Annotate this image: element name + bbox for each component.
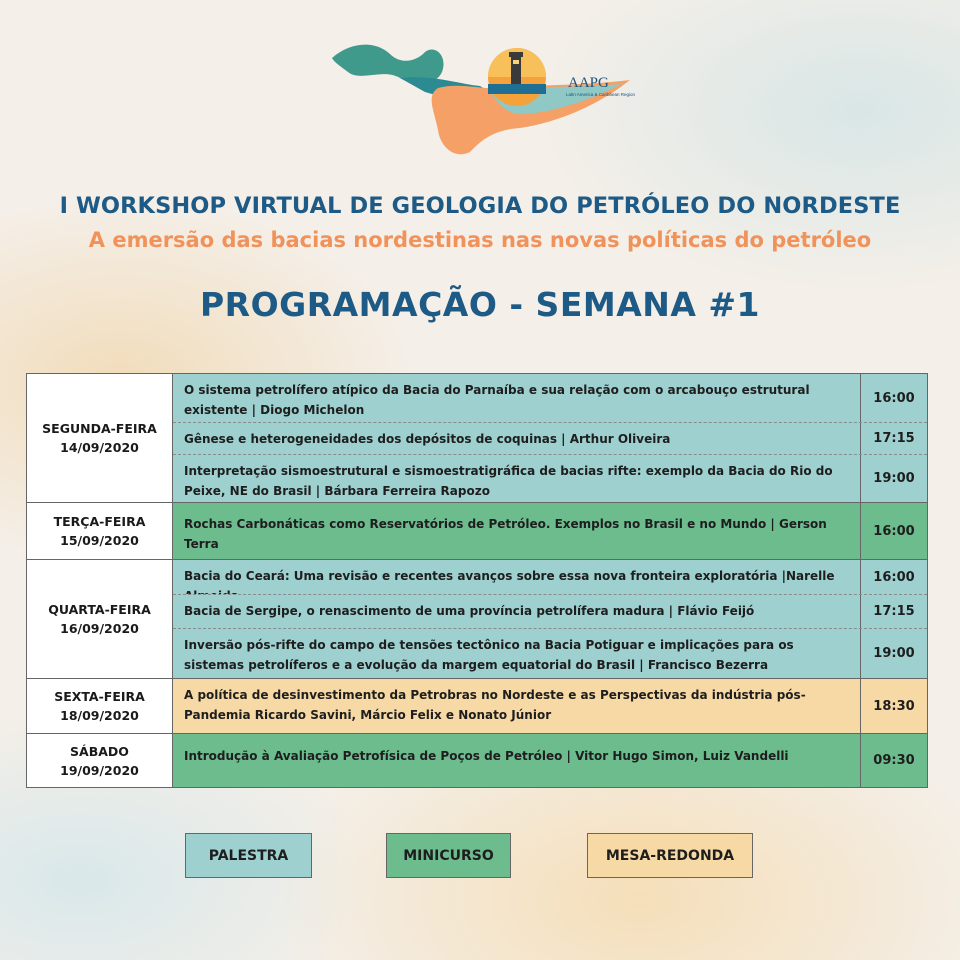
event-title: Bacia do Ceará: Uma revisão e recentes avanços sobre essa nova fronteira exploratória |Narelle bbox=[173, 560, 861, 594]
event-time: 19:00 bbox=[873, 646, 915, 661]
date: 16/09/2020 bbox=[60, 621, 139, 636]
day-label bbox=[27, 503, 173, 559]
day-label bbox=[27, 679, 173, 733]
day-events bbox=[173, 734, 927, 787]
day-row-sexta bbox=[27, 678, 927, 733]
event-title: Introdução à Avaliação Petrofísica de Poços de Petróleo | Vitor Hugo Simon, Luiz Vandelli bbox=[173, 734, 861, 787]
event-time: 16:00 bbox=[873, 523, 915, 539]
event-row bbox=[173, 628, 927, 678]
weekday: SÁBADO bbox=[70, 743, 129, 759]
legend-label: PALESTRA bbox=[208, 847, 289, 864]
date: 15/09/2020 bbox=[60, 533, 139, 548]
event-row bbox=[173, 422, 927, 454]
event-title: Gênese e heterogeneidades dos depósitos de coquinas | Arthur Oliveira bbox=[173, 423, 861, 454]
event-row bbox=[173, 374, 927, 422]
weekday: TERÇA-FEIRA bbox=[53, 514, 146, 529]
schedule-table bbox=[26, 373, 928, 788]
aapg-logo bbox=[330, 40, 640, 160]
event-row bbox=[173, 454, 927, 502]
event-time: 18:30 bbox=[873, 698, 915, 714]
event-time: 16:00 bbox=[873, 569, 915, 585]
day-row-terca bbox=[27, 502, 927, 559]
legend-mesa-redonda bbox=[587, 833, 753, 878]
event-row bbox=[173, 679, 927, 733]
event-time: 17:15 bbox=[873, 431, 915, 446]
event-time: 16:00 bbox=[873, 390, 915, 406]
event-time: 17:15 bbox=[873, 604, 915, 619]
legend-label: MINICURSO bbox=[403, 847, 494, 864]
date: 19/09/2020 bbox=[60, 762, 139, 778]
legend-palestra bbox=[185, 833, 312, 878]
event-title: Rochas Carbonáticas como Reservatórios de Petróleo. Exemplos no Brasil e no Mundo | Gerson Terra bbox=[173, 503, 861, 559]
day-row-quarta bbox=[27, 559, 927, 678]
legend-minicurso bbox=[386, 833, 511, 878]
workshop-title: I WORKSHOP VIRTUAL DE GEOLOGIA DO PETRÓLEO DO NORDESTE bbox=[59, 193, 901, 219]
logo-subtext: Latin America & Caribbean Region bbox=[566, 92, 636, 97]
weekday: QUARTA-FEIRA bbox=[48, 602, 151, 617]
event-row bbox=[173, 734, 927, 787]
day-row-segunda bbox=[27, 374, 927, 502]
day-events bbox=[173, 679, 927, 733]
weekday: SEXTA-FEIRA bbox=[54, 689, 145, 704]
day-label bbox=[27, 734, 173, 787]
day-events bbox=[173, 560, 927, 678]
weekday: SEGUNDA-FEIRA bbox=[42, 421, 157, 436]
date: 18/09/2020 bbox=[60, 708, 139, 723]
event-time: 09:30 bbox=[873, 753, 915, 768]
day-row-sabado bbox=[27, 733, 927, 787]
event-title: Interpretação sismoestrutural e sismoestratigráfica de bacias rifte: exemplo da Bacia do Rio do Peixe, NE do Brasil | Bárbara Ferreira Rapozo bbox=[173, 455, 861, 502]
day-events bbox=[173, 503, 927, 559]
event-title: Inversão pós-rifte do campo de tensões tectônico na Bacia Potiguar e implicações para os sistemas petrolíferos e a evolução da margem equatorial do Brasil | Francisco Bezerra bbox=[173, 629, 861, 678]
logo-text: AAPG bbox=[568, 75, 609, 91]
event-title: A política de desinvestimento da Petrobras no Nordeste e as Perspectivas da indústria pós-Pandemia Ricardo Savini, Márcio Felix e Nonato Júnior bbox=[173, 679, 861, 733]
date: 14/09/2020 bbox=[60, 440, 139, 455]
workshop-subtitle: A emersão das bacias nordestinas nas novas políticas do petróleo bbox=[88, 228, 872, 252]
day-events bbox=[173, 374, 927, 502]
program-title: PROGRAMAÇÃO - SEMANA #1 bbox=[200, 285, 760, 324]
event-row bbox=[173, 503, 927, 559]
legend-label: MESA-REDONDA bbox=[605, 847, 735, 864]
event-row bbox=[173, 594, 927, 628]
event-row bbox=[173, 560, 927, 594]
event-title: Bacia de Sergipe, o renascimento de uma província petrolífera madura | Flávio Feijó bbox=[173, 595, 861, 628]
day-label bbox=[27, 560, 173, 678]
event-title: O sistema petrolífero atípico da Bacia do Parnaíba e sua relação com o arcabouço estrutural existente | Diogo Michelon bbox=[173, 374, 861, 422]
day-label bbox=[27, 374, 173, 502]
event-time: 19:00 bbox=[873, 471, 915, 486]
